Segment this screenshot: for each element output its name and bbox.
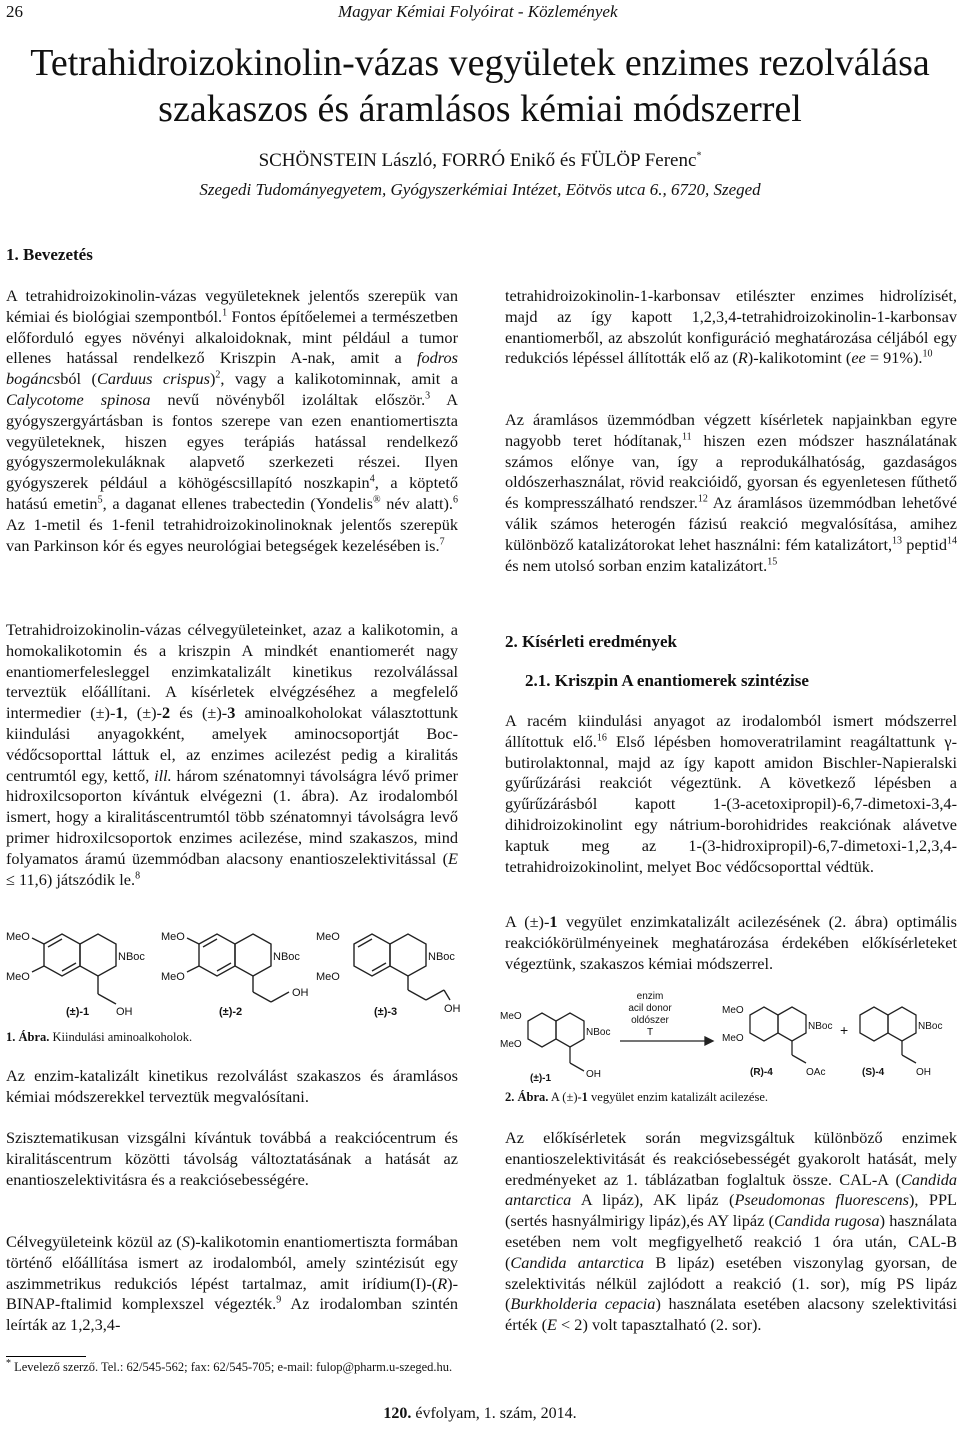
text: A lipáz), AK lipáz (: [571, 1190, 735, 1210]
right-paragraph-3: [505, 711, 957, 877]
citation: 6: [453, 494, 458, 506]
left-paragraph-1: [6, 286, 458, 556]
oh-label: OH: [586, 1069, 601, 1080]
right-paragraph-4: [505, 912, 957, 974]
citation: 4: [369, 473, 375, 485]
citation: 7: [439, 536, 445, 548]
product-s-label: (S)-4: [862, 1067, 885, 1078]
citation: 9: [276, 1294, 282, 1306]
meo-label: MeO: [500, 1039, 522, 1050]
text: ) használata esetében alacsony szelektivitási érték (: [505, 1294, 957, 1335]
text: Az áramlásos üzemmódban végzett kísérletek napjainkban egyre nagyobb teret hódítanak,: [505, 410, 957, 450]
footer-text: évfolyam, 1. szám, 2014.: [411, 1405, 577, 1422]
section-heading-1: 1. Bevezetés: [6, 245, 93, 264]
article-title-line1: Tetrahidroizokinolin-vázas vegyületek enzimes rezolválása: [30, 42, 930, 84]
compound-label-2: (±)-2: [219, 1006, 243, 1018]
caption-text: vegyület enzim katalizált acilezése.: [587, 1090, 769, 1104]
text: Candida antarctica: [505, 1169, 957, 1210]
footnote-divider: [6, 1356, 86, 1357]
meo-label: MeO: [722, 1005, 744, 1016]
text: Az 1-metil és 1-fenil tetrahidroizokinolinoknak jelentős szerepük van Parkinson kór és egyes neurológiai betegségek kezelésében is.: [6, 514, 458, 555]
compound-label-3: (±)-3: [374, 1006, 398, 1018]
text: vegyület enzimkatalizált acilezésének (2. ábra) optimális reakciókörülményeinek meghatározása érdekében előkísérleteket végeztünk, szakaszos kémiai módszerrel.: [505, 912, 957, 973]
product-r-label: (R)-4: [750, 1067, 773, 1078]
text: nevű növényből izoláltak először.: [150, 389, 426, 409]
nboc-label: NBoc: [808, 1021, 833, 1032]
citation: 2: [215, 369, 221, 381]
text: Első lépésben homoveratrilamint reagáltattunk γ-butirolaktonnal, majd az így kapott amidon Bischler-Napieralski gyűrűzárási reakciót végeztünk. A következő lépésben a gyűrűzárásból kapott 1-(3-acetoxipropil)-6,7-dimetoxi-3,4-dihidroizokinolint egy nátrium-borohidrides reakciónak alávetve kaptuk meg az 1-(3-hidroxipropil)-6,7-dimetoxi-1,2,3,4-tetrahidroizokinolint, melyet Boc védőcsoporttal védtük.: [505, 731, 957, 876]
compound-number: 2: [161, 703, 171, 723]
text: ból (: [60, 369, 97, 389]
text: ), PPL (sertés hasnyálmirigy lipáz),és AY lipáz (: [505, 1190, 957, 1231]
text: A tetrahidroizokinolin-vázas vegyületeknek jelentős szerepük van kémiai és biológiai szempontból.: [6, 286, 458, 326]
authors-names: SCHÖNSTEIN László, FORRÓ Enikő és FÜLÖP Ferenc: [258, 150, 697, 171]
meo-label: MeO: [161, 931, 185, 943]
caption-label: 2. Ábra.: [505, 1090, 549, 1104]
section-heading-2: 2. Kísérleti eredmények: [505, 632, 678, 651]
text: )-BINAP-ftalimid komplexszel végezték.: [6, 1273, 458, 1314]
text: ill.: [154, 765, 172, 785]
citation: 8: [135, 870, 141, 882]
affiliation: Szegedi Tudományegyetem, Gyógyszerkémiai Intézet, Eötvös utca 6., 6720, Szeged: [199, 180, 761, 199]
text: Carduus crispus: [96, 369, 210, 389]
text: R: [437, 1273, 448, 1293]
text: )-kalikotomin enantiomertiszta formában történő előállítása ismert az irodalomból, amely szintézisút egy aszimmetrikus redukciós lépést tartalmaz, amit irídium(I)-(: [6, 1232, 458, 1293]
text: Tetrahidroizokinolin-vázas célvegyületeinket, azaz a kalikotomin, a homokalikotomin és a kriszpin A mindkét enantiomerét nagy enantiomerfelesleggel enzimkatalizált kinetikus rezolválással terveztük előállítani. A kísérletek elvégzéséhez a megfelelő intermedier (±)-: [6, 620, 458, 723]
citation: 5: [97, 494, 103, 506]
meo-label: MeO: [6, 971, 30, 983]
article-title-line2: szakaszos és áramlásos kémiai módszerrel: [158, 88, 802, 130]
compound-number: 1: [549, 912, 558, 931]
text: Candida rugosa: [774, 1211, 880, 1231]
nboc-label: NBoc: [428, 951, 455, 963]
figure-2-scheme: [500, 985, 958, 1085]
meo-label: MeO: [161, 971, 185, 983]
compound-number: 1: [115, 703, 124, 723]
left-paragraph-3: [6, 1066, 458, 1108]
nboc-label: NBoc: [273, 951, 300, 963]
page-number: 26: [6, 2, 23, 21]
left-paragraph-4: [6, 1128, 458, 1190]
text: Az irodalomban szintén leírták az 1,2,3,4-: [6, 1294, 459, 1335]
text: , a köptető hatású emetin: [6, 473, 458, 513]
text: A (±)-: [505, 912, 550, 931]
authors-mark: *: [696, 150, 702, 162]
text: Calycotome spinosa: [6, 389, 151, 409]
meo-label: MeO: [500, 1011, 522, 1022]
meo-label: MeO: [6, 931, 30, 943]
text: Célvegyületeink közül az (: [6, 1232, 182, 1251]
footnote-mark: *: [6, 1357, 11, 1369]
right-paragraph-5: [505, 1128, 957, 1336]
left-paragraph-2: [6, 620, 458, 890]
oac-label: OAc: [806, 1067, 826, 1078]
volume-number: 120.: [383, 1405, 412, 1422]
journal-name: Magyar Kémiai Folyóirat - Közlemények: [338, 2, 618, 21]
compound-number: 3: [227, 703, 236, 723]
racemic-label: (±)-1: [530, 1073, 552, 1084]
text: Fontos építőelemei a természetben előforduló egyes növényi alkaloidoknak, mint például a tumor ellenes hatással rendelkező Kriszpin A-nak, amit a: [6, 306, 459, 368]
arrow-condition: T: [646, 1027, 654, 1038]
arrow-condition: enzim: [636, 991, 664, 1002]
text: < 2) volt tapasztalható (2. sor).: [556, 1315, 762, 1335]
text: név alatt).: [380, 493, 453, 513]
registered-mark: ®: [373, 494, 381, 506]
text: fodros bogáncs: [6, 348, 458, 389]
nboc-label: NBoc: [118, 951, 145, 963]
footnote: [6, 1357, 453, 1375]
citation: 12: [697, 493, 708, 505]
text: Candida antarctica: [510, 1252, 645, 1272]
text: R: [737, 348, 748, 368]
caption-text: A (±)-: [548, 1090, 582, 1104]
text: A racém kiindulási anyagot az irodalomból ismert módszerrel állítottuk elő.: [505, 711, 957, 751]
text: három szénatomnyi távolságra lévő primer hidroxilcsoporton kívántuk elvégezni (1. ábra). Az irodalomból ismert, hogy a kiralitáscentrumtól több szénatomnyi távolságra levő primer hidroxilcsoportok enzimes acilezése, mind szakaszos, mind folyamatos áramú üzemmódban alacsony enantioszelektivitással (: [6, 765, 458, 868]
text: A gyógyszergyártásban is fontos szerepe van ezen enantiomertiszta vegyületeknek, hiszen egyes terápiás hatással rendelkező gyógyszermolekuláknak alapvető szerkezeti részei. Ilyen gyógyszerek például a köhögéscsillapító noszkapin: [6, 389, 459, 493]
citation: 1: [222, 307, 228, 319]
compound-number: 1: [581, 1090, 588, 1104]
text: ) használata esetében nem volt megfigyelhető reakció 1 óra után, CAL-B (: [505, 1211, 957, 1272]
meo-label: MeO: [316, 931, 340, 943]
oh-label: OH: [444, 1003, 461, 1015]
oh-label: OH: [116, 1006, 133, 1018]
caption-text: Kiindulási aminoalkoholok.: [49, 1030, 193, 1044]
right-paragraph-1: [505, 286, 957, 369]
figure-2-caption: [505, 1090, 957, 1105]
text: , (±)-: [123, 703, 162, 723]
authors: [0, 150, 960, 172]
text: Az előkísérletek során megvizsgáltuk különböző enzimek enantioszelektivitását és reakciósebességét gyakorolt hatását, mely eredményeket az 1. táblázatban foglaltuk össze. CAL-A (: [505, 1128, 957, 1189]
citation: 13: [892, 535, 903, 547]
meo-label: MeO: [722, 1033, 744, 1044]
plus-sign: +: [840, 1022, 849, 1038]
text: B lipáz) esetében viszonylag gyorsan, de szelektivitás nélkül zajlódott a reakció (1. sor), míg PS lipáz (: [505, 1252, 957, 1314]
figure-1-caption: [6, 1030, 458, 1045]
text: hiszen ezen módszer használatának számos előnye van, így a reprodukálhatóság, gazdaságos oldószerhasználat, rövid reakcióidő, gyorsan és egyenletesen fűthető és kompresszálható rendszer.: [505, 430, 958, 513]
nboc-label: NBoc: [586, 1027, 611, 1038]
compound-label-1: (±)-1: [66, 1006, 90, 1018]
text: Szisztematikusan vizsgálni kívántuk továbbá a reakciócentrum és kiralitáscentrum közötti távolság változtatásának a hatását az enantioszelektivitásra és a reakciósebességére.: [6, 1128, 458, 1189]
text: ee: [851, 348, 866, 368]
arrow-condition: acil donor: [628, 1003, 672, 1014]
text: Az áramlásos üzemmódban lehetővé válik számos heterogén fázisú reakció megvalósítása, amihez különböző katalizátorokat lehet használni: fém katalizátort,: [505, 493, 957, 554]
right-paragraph-2: [505, 410, 957, 576]
article-title: [0, 40, 960, 132]
text: , a daganat ellenes trabectedin (Yondelis: [102, 493, 373, 513]
citation: 10: [922, 348, 933, 360]
citation: 3: [425, 390, 431, 402]
text: ): [209, 369, 216, 389]
arrow-condition: oldószer: [631, 1015, 669, 1026]
nboc-label: NBoc: [918, 1021, 943, 1032]
text: tetrahidroizokinolin-1-karbonsav etilészter enzimes hidrolízisét, majd az így kapott 1,2,3,4-tetrahidroizokinolin-1-karbonsav enantiomerből, az abszolút konfiguráció meghatározása céljából egy redukciós lépéssel állították elő az (: [505, 286, 957, 368]
section-heading-2-1: 2.1. Kriszpin A enantiomerek szintézise: [525, 671, 809, 690]
text: aminoalkoholokat választottunk kiindulási anyagokként, amelyek aminocsoportját Boc-védőcsoporttal láttuk el, az enzimes acilezést pedig a kiralitás centrumtól egy, kettő,: [6, 703, 459, 785]
text: Az enzim-katalizált kinetikus rezolválást szakaszos és áramlásos kémiai módszerekkel terveztük megvalósítani.: [6, 1066, 458, 1106]
figure-1-structures: [4, 920, 461, 1020]
citation: 16: [596, 732, 607, 744]
text: peptid: [902, 534, 948, 554]
citation: 15: [767, 556, 778, 568]
text: S: [181, 1232, 190, 1251]
caption-label: 1. Ábra.: [6, 1030, 50, 1044]
page-footer: [0, 1405, 960, 1423]
text: és (±)-: [170, 703, 228, 723]
text: E: [448, 848, 458, 868]
text: = 91%).: [865, 348, 923, 368]
text: , vagy a kalikotominnak, amit a: [220, 369, 458, 389]
text: )-kalikotomint (: [747, 348, 852, 368]
oh-label: OH: [916, 1067, 931, 1078]
footnote-text: Levelező szerző. Tel.: 62/545-562; fax: 62/545-705; e-mail: fulop@pharm.u-szeged.hu.: [11, 1360, 453, 1374]
meo-label: MeO: [316, 971, 340, 983]
text: és nem utolsó sorban enzim katalizátort.: [505, 555, 768, 575]
text: Burkholderia cepacia: [510, 1294, 656, 1314]
text: Pseudomonas fluorescens: [734, 1190, 909, 1210]
citation: 11: [682, 431, 692, 443]
text: ≤ 11,6) játszódik le.: [6, 869, 136, 889]
oh-label: OH: [292, 987, 309, 999]
text: E: [547, 1315, 557, 1335]
left-paragraph-5: [6, 1232, 458, 1336]
citation: 14: [947, 535, 958, 547]
